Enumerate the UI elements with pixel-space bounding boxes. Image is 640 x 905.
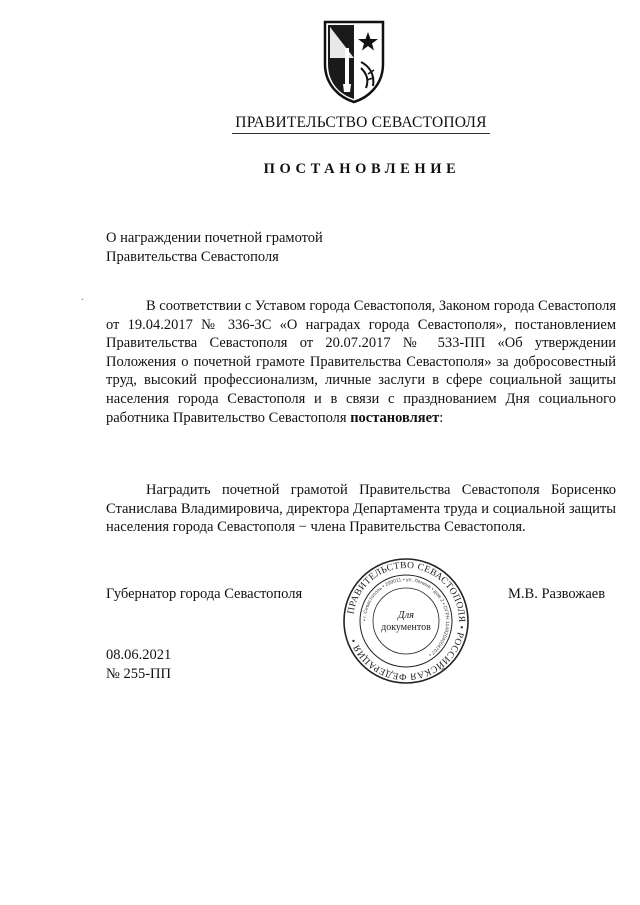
- scan-mark: .: [81, 292, 84, 303]
- preamble-text: В соответствии с Уставом города Севастополя, Законом города Севастополя от 19.04.2017 № 336-ЗС «О наградах города Севастополя», постановлением Правительства Севастополя от 20.07.2017 № 533-ПП «Об утверждении Положения о почетной грамоте Правительства Севастополя» за добросовестный труд, высокий профессионализм, личные заслуги в сфере социальной защиты населения города Севастополя и в связи с празднованием Дня социального работника Правительство Севастополя: [106, 298, 616, 426]
- subject-line: Правительства Севастополя: [106, 248, 279, 265]
- signatory-title: Губернатор города Севастополя: [106, 586, 303, 602]
- preamble-end: :: [439, 409, 444, 426]
- svg-text:ПРАВИТЕЛЬСТВО СЕВАСТОПОЛЯ • РО: ПРАВИТЕЛЬСТВО СЕВАСТОПОЛЯ • РОССИЙСКАЯ ФЕДЕРАЦИЯ •: [346, 560, 467, 682]
- svg-text:• г. Севастополь • 299011 • ул: • г. Севастополь • 299011 • ул. Ленина • дом 2 • ОГРН 1149204004707 •: [361, 576, 451, 658]
- title-rule: [232, 133, 490, 134]
- document-type: ПОСТАНОВЛЕНИЕ: [263, 161, 461, 177]
- signatory-name: М.В. Развожаев: [508, 586, 606, 602]
- document-subject: [106, 229, 466, 266]
- seal-center-line1: Для: [397, 610, 415, 621]
- official-seal-stamp: [341, 556, 471, 686]
- seal-center-line2: документов: [381, 622, 431, 633]
- subject-line: О награждении почетной грамотой: [106, 230, 323, 246]
- sevastopol-coat-of-arms-icon: [321, 18, 387, 104]
- preamble-paragraph: [106, 297, 616, 427]
- document-date: 08.06.2021: [106, 647, 172, 663]
- decree-verb: постановляет: [350, 409, 440, 426]
- organization-title: ПРАВИТЕЛЬСТВО СЕВАСТОПОЛЯ: [235, 114, 487, 131]
- resolution-paragraph: Наградить почетной грамотой Правительства Севастополя Борисенко Станислава Владимировича, директора Департамента труда и социальной защиты населения города Севастополя − члена Правительства Севастополя.: [106, 482, 616, 536]
- document-number: № 255-ПП: [106, 666, 171, 682]
